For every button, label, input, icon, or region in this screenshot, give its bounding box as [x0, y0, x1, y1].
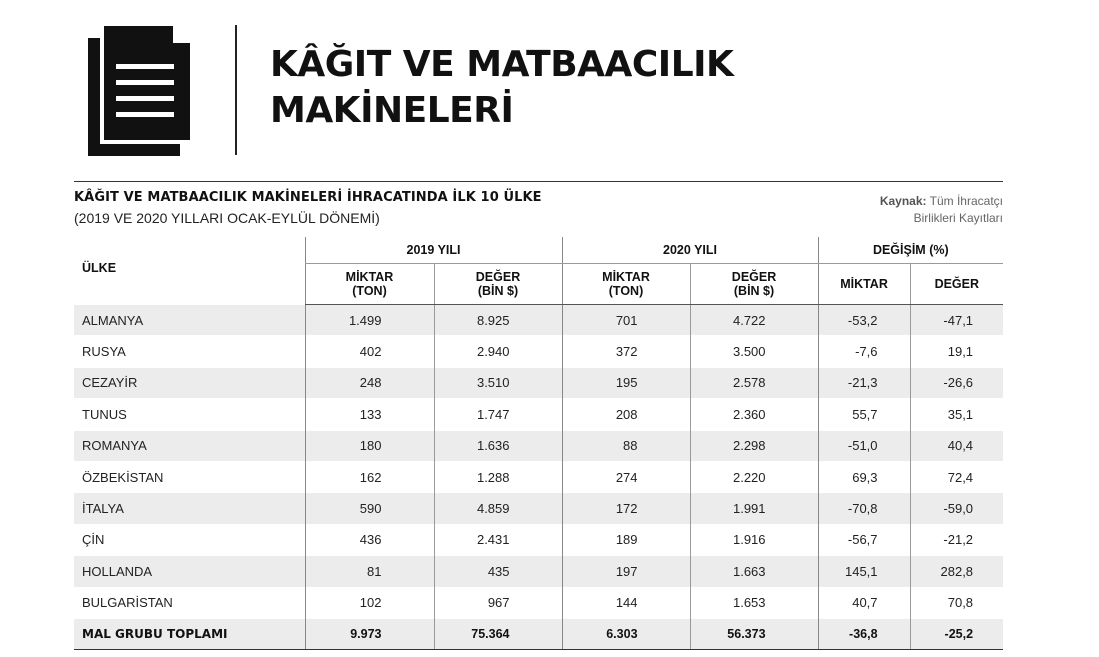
table-row — [74, 336, 1003, 367]
cell-country: HOLLANDA — [74, 556, 305, 587]
cell-qty-2020: 372 — [562, 336, 690, 367]
total-val-2020: 56.373 — [690, 618, 818, 649]
cell-change-val: 19,1 — [910, 336, 1003, 367]
cell-country: ALMANYA — [74, 305, 305, 336]
page-header — [0, 0, 1099, 170]
table-row — [74, 587, 1003, 618]
cell-qty-2019: 162 — [305, 461, 434, 492]
cell-qty-2020: 274 — [562, 461, 690, 492]
total-val-2019: 75.364 — [434, 618, 562, 649]
cell-val-2020: 3.500 — [690, 336, 818, 367]
table-title: KÂĞIT VE MATBAACILIK MAKİNELERİ İHRACATINDA İLK 10 ÜLKE — [74, 190, 542, 205]
cell-val-2020: 2.360 — [690, 399, 818, 430]
cell-qty-2019: 81 — [305, 556, 434, 587]
table-top-rule — [74, 181, 1003, 182]
source-line2: Birlikleri Kayıtları — [913, 211, 1003, 225]
table-row — [74, 399, 1003, 430]
cell-val-2019: 1.288 — [434, 461, 562, 492]
cell-change-qty: -70,8 — [818, 493, 910, 524]
cell-country: RUSYA — [74, 336, 305, 367]
cell-change-qty: -21,3 — [818, 367, 910, 398]
col-header-change-qty: MİKTAR — [818, 264, 910, 305]
cell-val-2020: 1.663 — [690, 556, 818, 587]
cell-qty-2020: 701 — [562, 305, 690, 336]
total-qty-2020: 6.303 — [562, 618, 690, 649]
cell-qty-2019: 180 — [305, 430, 434, 461]
table-row — [74, 305, 1003, 336]
col-header-2020: 2020 YILI — [562, 237, 818, 264]
cell-change-val: 70,8 — [910, 587, 1003, 618]
cell-val-2020: 2.298 — [690, 430, 818, 461]
cell-country: TUNUS — [74, 399, 305, 430]
page-title — [270, 42, 733, 134]
total-change-val: -25,2 — [910, 618, 1003, 649]
cell-val-2019: 3.510 — [434, 367, 562, 398]
cell-change-val: 282,8 — [910, 556, 1003, 587]
total-row — [74, 618, 1003, 649]
source-line1: Tüm İhracatçı — [929, 194, 1003, 208]
cell-qty-2020: 88 — [562, 430, 690, 461]
cell-val-2020: 4.722 — [690, 305, 818, 336]
cell-val-2019: 8.925 — [434, 305, 562, 336]
cell-change-val: 40,4 — [910, 430, 1003, 461]
cell-val-2019: 1.636 — [434, 430, 562, 461]
total-change-qty: -36,8 — [818, 618, 910, 649]
cell-qty-2020: 172 — [562, 493, 690, 524]
cell-change-val: -26,6 — [910, 367, 1003, 398]
cell-qty-2019: 248 — [305, 367, 434, 398]
cell-change-qty: 40,7 — [818, 587, 910, 618]
cell-qty-2019: 102 — [305, 587, 434, 618]
table-row — [74, 461, 1003, 492]
cell-qty-2019: 436 — [305, 524, 434, 555]
table-period: (2019 VE 2020 YILLARI OCAK-EYLÜL DÖNEMİ) — [74, 210, 380, 226]
cell-val-2019: 4.859 — [434, 493, 562, 524]
cell-country: CEZAYİR — [74, 367, 305, 398]
cell-change-qty: -7,6 — [818, 336, 910, 367]
cell-country: BULGARİSTAN — [74, 587, 305, 618]
cell-change-qty: 55,7 — [818, 399, 910, 430]
cell-qty-2019: 1.499 — [305, 305, 434, 336]
cell-change-val: -47,1 — [910, 305, 1003, 336]
cell-country: ÇİN — [74, 524, 305, 555]
cell-change-qty: 69,3 — [818, 461, 910, 492]
cell-qty-2020: 208 — [562, 399, 690, 430]
cell-qty-2019: 402 — [305, 336, 434, 367]
cell-change-qty: -53,2 — [818, 305, 910, 336]
cell-qty-2020: 189 — [562, 524, 690, 555]
cell-qty-2020: 195 — [562, 367, 690, 398]
cell-val-2020: 2.220 — [690, 461, 818, 492]
cell-change-qty: -56,7 — [818, 524, 910, 555]
cell-change-val: -21,2 — [910, 524, 1003, 555]
cell-qty-2019: 133 — [305, 399, 434, 430]
col-header-change: DEĞİŞİM (%) — [818, 237, 1003, 264]
cell-change-qty: -51,0 — [818, 430, 910, 461]
cell-qty-2020: 144 — [562, 587, 690, 618]
cell-val-2020: 1.653 — [690, 587, 818, 618]
page-title-line1: KÂĞIT VE MATBAACILIK — [270, 44, 734, 85]
total-label: MAL GRUBU TOPLAMI — [74, 618, 305, 649]
document-icon — [88, 24, 192, 160]
cell-val-2019: 435 — [434, 556, 562, 587]
cell-val-2020: 2.578 — [690, 367, 818, 398]
col-header-country: ÜLKE — [82, 261, 117, 275]
cell-val-2019: 2.431 — [434, 524, 562, 555]
col-header-qty-2020: MİKTAR (TON) — [562, 264, 690, 305]
col-header-2019: 2019 YILI — [305, 237, 562, 264]
col-header-change-val: DEĞER — [910, 264, 1003, 305]
table-row — [74, 556, 1003, 587]
cell-val-2019: 2.940 — [434, 336, 562, 367]
cell-val-2019: 1.747 — [434, 399, 562, 430]
cell-country: ROMANYA — [74, 430, 305, 461]
table-row — [74, 367, 1003, 398]
cell-change-val: 35,1 — [910, 399, 1003, 430]
cell-val-2020: 1.991 — [690, 493, 818, 524]
col-header-val-2020: DEĞER (BİN $) — [690, 264, 818, 305]
cell-change-val: 72,4 — [910, 461, 1003, 492]
col-header-val-2019: DEĞER (BİN $) — [434, 264, 562, 305]
page-title-line2: MAKİNELERİ — [270, 90, 514, 131]
col-header-qty-2019: MİKTAR (TON) — [305, 264, 434, 305]
cell-qty-2020: 197 — [562, 556, 690, 587]
table-row — [74, 493, 1003, 524]
table-row — [74, 524, 1003, 555]
cell-qty-2019: 590 — [305, 493, 434, 524]
header-divider — [235, 25, 237, 155]
export-table — [74, 237, 1003, 650]
table-row — [74, 430, 1003, 461]
source-label: Kaynak: — [879, 194, 927, 208]
cell-country: İTALYA — [74, 493, 305, 524]
cell-change-val: -59,0 — [910, 493, 1003, 524]
total-qty-2019: 9.973 — [305, 618, 434, 649]
cell-val-2019: 967 — [434, 587, 562, 618]
cell-val-2020: 1.916 — [690, 524, 818, 555]
cell-country: ÖZBEKİSTAN — [74, 461, 305, 492]
cell-change-qty: 145,1 — [818, 556, 910, 587]
source-note — [880, 193, 1003, 227]
